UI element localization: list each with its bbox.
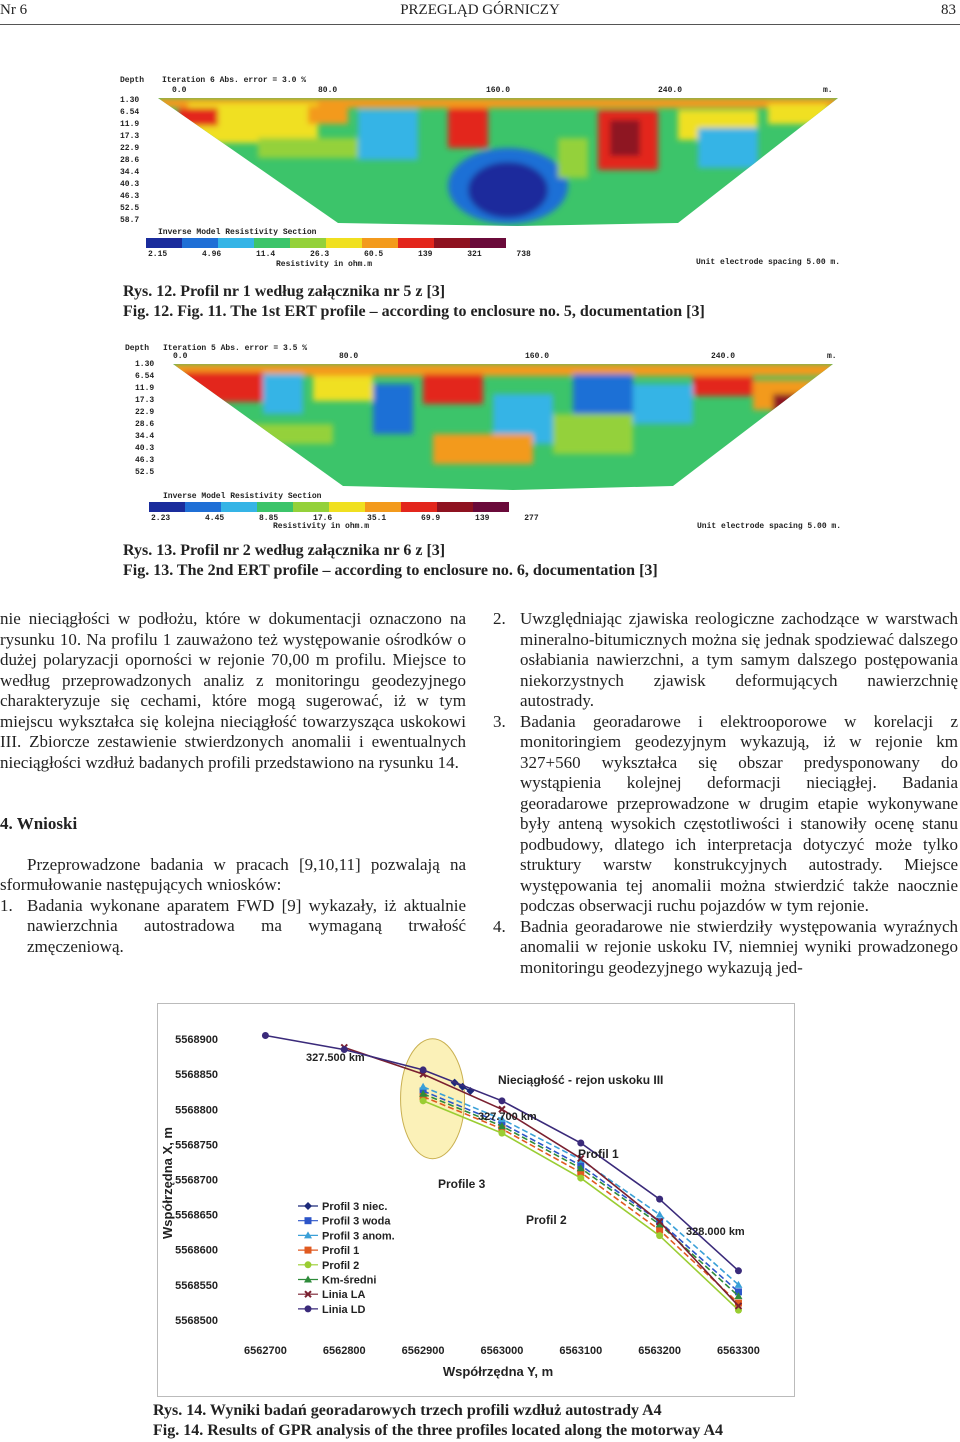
data-point: [420, 1066, 427, 1073]
x-tick: 160.0: [525, 352, 550, 361]
conclusion-item: [493, 609, 958, 712]
x-tick-label: 6563200: [638, 1345, 682, 1357]
color-swatch: [362, 238, 398, 248]
item-number: 1.: [0, 895, 13, 915]
color-swatch: [290, 238, 326, 248]
electrode-spacing-label: Unit electrode spacing 5.00 m.: [696, 258, 841, 267]
annotation-km: 327.700 km: [478, 1111, 537, 1123]
paragraph: Przeprowadzone badania w pracach [9,10,11] pozwalają na sformułowanie następujących wniosków:: [0, 854, 466, 894]
depth-tick: 1.30: [120, 96, 140, 105]
section-title: Inverse Model Resistivity Section: [163, 492, 322, 501]
item-number: 4.: [493, 916, 506, 936]
legend-label: Profil 1: [322, 1245, 360, 1258]
x-tick-label: 6563000: [480, 1345, 524, 1357]
depth-label: Depth: [125, 344, 150, 353]
legend-label: Profil 3 woda: [322, 1215, 391, 1228]
x-tick-label: 6563300: [717, 1345, 760, 1357]
resistivity-section-plot: [158, 98, 838, 228]
legend-label: Linia LA: [322, 1289, 366, 1302]
fig13-caption-en: Fig. 13. The 2nd ERT profile – according to enclosure no. 6, documentation [3]: [123, 562, 658, 579]
depth-tick: 46.3: [120, 192, 140, 201]
y-tick-label: 5568500: [175, 1314, 218, 1327]
figure-13-ert-section: [123, 342, 843, 532]
y-tick-label: 5568850: [175, 1069, 218, 1082]
resistivity-section-plot: [173, 364, 833, 492]
color-swatch: [434, 238, 470, 248]
annotation-discontinuity: Nieciągłość - rejon uskoku III: [498, 1073, 664, 1087]
depth-tick: 52.5: [120, 204, 140, 213]
section-heading-conclusions: 4. Wnioski: [0, 814, 78, 833]
data-point: [498, 1130, 505, 1137]
depth-tick: 17.3: [120, 132, 140, 141]
series-line: [423, 1097, 738, 1304]
discontinuity-zone-ellipse: [401, 1039, 465, 1159]
depth-tick: 28.6: [135, 420, 155, 429]
series-line: [423, 1091, 738, 1292]
depth-tick: 28.6: [120, 156, 140, 165]
header-rule: [0, 24, 960, 25]
color-swatch: [401, 502, 437, 512]
depth-label: Depth: [120, 76, 145, 85]
x-tick: 0.0: [172, 86, 187, 95]
color-swatch: [365, 502, 401, 512]
x-axis-label: Współrzędna Y, m: [442, 1364, 554, 1379]
fig12-caption-pl: Rys. 12. Profil nr 1 według załącznika nr 5 z [3]: [123, 283, 446, 300]
depth-tick: 40.3: [120, 180, 140, 189]
color-swatch: [221, 502, 257, 512]
y-tick-label: 5568750: [175, 1139, 218, 1152]
data-point: [577, 1139, 584, 1146]
color-swatch: [149, 502, 185, 512]
fig14-caption-en: Fig. 14. Results of GPR analysis of the three profiles located along the motorway A4: [153, 1422, 724, 1439]
color-swatch: [293, 502, 329, 512]
color-scale-values: 2.23 4.45 8.85 17.6 35.1 69.9 139 277: [151, 514, 539, 523]
y-tick-label: 5568900: [175, 1034, 218, 1047]
annotation-km: 327.500 km: [306, 1052, 365, 1064]
item-text: Badnia georadarowe nie stwierdziły występowania wyraźnych anomalii w rejonie uskoku IV, niemniej wyniki prowadzonego monitoringu geodezyjnego wykazują jed-: [520, 916, 958, 977]
x-tick-label: 6563100: [559, 1345, 603, 1357]
item-text: Badania georadarowe i elektrooporowe w korelacji z monitoringiem geodezyjnym wykazują, iż w rejonie km 327+560 wykształca się obszar predysponowany do wystąpienia kolejnej deformacji nieciągłej. Badania georadarowe przeprowadzone w drugim etapie wykonywane były anteną wysokich częstotliwości i stanowiły ocenę stanu podbudowy, dlatego ich interpretacja dotyczyć może tylko struktury warstw konstrukcyjnych autostrady. Miejsce występowania tej anomalii można stwierdzić także naocznie podczas obserwacji ruchu pojazdów w tym rejonie.: [520, 711, 958, 915]
color-swatch: [218, 238, 254, 248]
y-axis-label: Współrzędna X, m: [160, 1127, 175, 1239]
x-tick: 240.0: [711, 352, 736, 361]
legend-label: Profil 3 niec.: [322, 1201, 388, 1213]
legend-label: Profil 3 anom.: [322, 1230, 395, 1243]
item-number: 3.: [493, 711, 506, 731]
iteration-label: Iteration 6 Abs. error = 3.0 %: [162, 76, 307, 85]
y-tick-label: 5568600: [175, 1244, 218, 1257]
depth-tick: 22.9: [120, 144, 140, 153]
color-swatch: [185, 502, 221, 512]
annotation-km: 328.000 km: [686, 1226, 745, 1238]
conclusion-item: [493, 917, 958, 979]
running-head-issue: Nr 6: [0, 2, 28, 18]
item-text: Badania wykonane aparatem FWD [9] wykazały, iż aktualnie nawierzchnia autostradowa ma wymaganą trwałość zmęczeniową.: [27, 895, 466, 956]
legend-label: Km-średni: [322, 1274, 377, 1287]
figure-14-gpr-chart: [157, 1003, 795, 1397]
data-point: [262, 1032, 269, 1039]
depth-tick: 1.30: [135, 360, 155, 369]
fig13-caption-pl: Rys. 13. Profil nr 2 według załącznika nr 6 z [3]: [123, 542, 446, 559]
series-line: [423, 1101, 738, 1310]
data-point: [498, 1097, 505, 1104]
data-point: [735, 1267, 742, 1274]
x-tick: 80.0: [318, 86, 338, 95]
gpr-scatter-plot: [158, 1004, 794, 1396]
electrode-spacing-label: Unit electrode spacing 5.00 m.: [697, 522, 842, 531]
color-swatch: [182, 238, 218, 248]
color-swatch: [437, 502, 473, 512]
depth-tick: 6.54: [135, 372, 155, 381]
item-number: 2.: [493, 609, 506, 628]
section-title: Inverse Model Resistivity Section: [158, 228, 317, 237]
depth-tick: 22.9: [135, 408, 155, 417]
data-point: [656, 1211, 664, 1218]
data-point: [656, 1232, 663, 1239]
left-text-column: [0, 609, 466, 957]
color-swatch: [470, 238, 506, 248]
color-scale-bar: [149, 502, 509, 512]
y-tick-label: 5568650: [175, 1209, 218, 1222]
x-tick: 160.0: [486, 86, 511, 95]
data-point: [420, 1097, 427, 1104]
y-tick-label: 5568800: [175, 1104, 218, 1117]
depth-tick: 58.7: [120, 216, 140, 225]
legend-label: Profil 2: [322, 1259, 360, 1272]
color-scale-values: 2.15 4.96 11.4 26.3 60.5 139 321 738: [148, 250, 531, 259]
legend-label: Linia LD: [322, 1303, 366, 1316]
page-number: 83: [941, 2, 956, 18]
x-tick-label: 6562800: [322, 1345, 366, 1357]
x-tick-label: 6562900: [401, 1345, 445, 1357]
item-text: Uwzględniając zjawiska reologiczne zachodzące w warstwach mineralno-bitumicznych można się jednak spodziewać dalszego osłabiania nawierzchni, a tym samym dalszego postępowania niekorzystnych zjawisk deformujących nawierzchnię autostrady.: [520, 609, 958, 710]
depth-tick: 34.4: [120, 168, 140, 177]
depth-tick: 11.9: [135, 384, 155, 393]
x-tick: 0.0: [173, 352, 188, 361]
x-tick: 80.0: [339, 352, 359, 361]
color-swatch: [257, 502, 293, 512]
conclusion-item: [493, 712, 958, 917]
color-scale-bar: [146, 238, 506, 248]
annotation-profile: Profil 2: [526, 1213, 567, 1227]
color-swatch: [473, 502, 509, 512]
conclusion-item: [0, 896, 466, 958]
right-text-column: [493, 609, 958, 978]
depth-tick: 6.54: [120, 108, 140, 117]
y-tick-label: 5568550: [175, 1279, 218, 1292]
fig12-caption-en: Fig. 12. Fig. 11. The 1st ERT profile – according to enclosure no. 5, documentation [3]: [123, 303, 705, 320]
running-head-journal: PRZEGLĄD GÓRNICZY: [400, 2, 560, 18]
depth-tick: 34.4: [135, 432, 155, 441]
color-swatch: [326, 238, 362, 248]
depth-tick: 11.9: [120, 120, 140, 129]
x-tick: m.: [827, 352, 837, 361]
paragraph: nie nieciągłości w podłożu, które w dokumentacji oznaczono na rysunku 10. Na profilu 1 zauważono też występowanie ośrodków o dużej polaryzacji oporności w rejonie 70,00 m profilu. Miejsce to według przeprowadzonych analiz z monitoringu geodezyjnego charakteryzuje się cechami, które mogą sugerować, iż w tym miejscu wykształca się kolejna nieciągłość towarzysząca uskokowi III. Zbiorcze zestawienie stwierdzonych anomalii i ewentualnych nieciągłości wzdłuż badanych profili przedstawiono na rysunku 14.: [0, 609, 466, 772]
color-swatch: [329, 502, 365, 512]
x-tick: m.: [823, 86, 833, 95]
depth-tick: 17.3: [135, 396, 155, 405]
x-tick-label: 6562700: [244, 1345, 287, 1357]
fig14-caption-pl: Rys. 14. Wyniki badań georadarowych trzech profili wzdłuż autostrady A4: [153, 1402, 662, 1419]
color-swatch: [398, 238, 434, 248]
resistivity-unit-label: Resistivity in ohm.m: [273, 522, 370, 531]
y-tick-label: 5568700: [175, 1174, 218, 1187]
data-point: [656, 1196, 663, 1203]
depth-tick: 52.5: [135, 468, 155, 477]
x-tick: 240.0: [658, 86, 683, 95]
data-point: [577, 1175, 584, 1182]
depth-tick: 46.3: [135, 456, 155, 465]
color-swatch: [254, 238, 290, 248]
figure-12-ert-section: [118, 74, 844, 270]
depth-tick: 40.3: [135, 444, 155, 453]
resistivity-unit-label: Resistivity in ohm.m: [276, 260, 373, 269]
annotation-profile: Profile 3: [438, 1177, 486, 1191]
iteration-label: Iteration 5 Abs. error = 3.5 %: [163, 344, 308, 353]
annotation-profile: Profil 1: [578, 1147, 619, 1161]
color-swatch: [146, 238, 182, 248]
